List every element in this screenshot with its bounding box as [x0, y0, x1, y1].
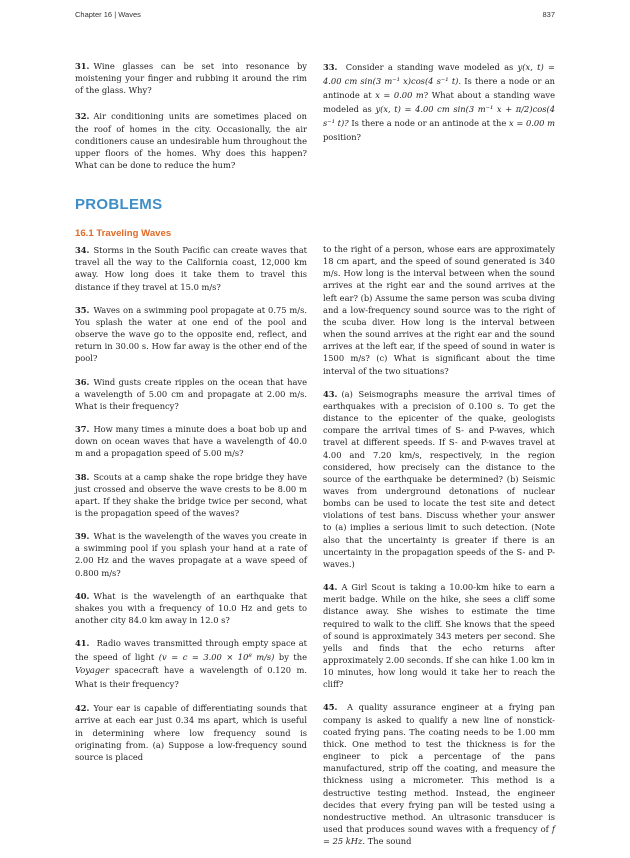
- problem-text: Waves on a swimming pool propagate at 0.75 m/s. You splash the water at one end of the pool and observe the wave go to the opposite end, reflect, and return in 30.00 s. How far away is the other end of the pool?: [75, 304, 307, 364]
- question-text: Is there a node or an antinode at: [323, 76, 555, 100]
- question-number: 33.: [323, 62, 338, 72]
- problem-text: The sound: [367, 836, 412, 847]
- problem-text: A quality assurance engineer at a frying pan company is asked to qualify a new line of nonstick-coated frying pans. The coating needs to be 1.00 mm thick. One method to test the thickness is for the engineer to pick a percentage of the pans manufactured, strip off the coating, and measure the thickness using a micrometer. This method is a destructive testing method. Instead, the engineer decides that every frying pan will be tested using a nondestructive method. An ultrasonic transducer is used that produces sound waves with a frequency of: [323, 702, 555, 835]
- question-text: position?: [323, 132, 361, 142]
- problem-36: [75, 376, 307, 412]
- problems-heading: PROBLEMS: [75, 196, 163, 213]
- equation: f = 25 kHz.: [323, 824, 555, 847]
- problem-text: Your ear is capable of differentiating sounds that arrive at each ear just 0.34 ms apart, which is useful in determining where low frequency sound is originating from. (a) Suppose a low-frequency sound source is placed: [75, 703, 307, 762]
- question-text: Air conditioning units are sometimes placed on the roof of homes in the city. Occasionally, the air conditioners cause an undesirable hum throughout the upper floors of the homes. Why does this happen? What can be done to reduce the hum?: [75, 111, 307, 171]
- equation: x = 0.00 m: [375, 90, 424, 100]
- problem-35: [75, 304, 307, 365]
- spacecraft-name: Voyager: [75, 665, 110, 676]
- problem-text: (a) Seismographs measure the arrival times of earthquakes with a precision of 0.100 s. To get the distance to the epicenter of the quake, geologists compare the arrival times of S- and P-waves, which travel at different speeds. If S- and P-waves travel at 4.00 and 7.20 km/s, respectively, in the region considered, how precisely can the distance to the source of the earthquake be determined? (b) Seismic waves from underground detonations of nuclear bombs can be used to locate the test site and detect violations of test bans. Discuss whether your answer to (a) implies a serious limit to such detection. (Note also that the uncertainty is greater if there is an uncertainty in the propagation speeds of the S- and P-waves.): [323, 388, 555, 569]
- problem-number: 41.: [75, 638, 90, 649]
- problem-45: [323, 701, 555, 847]
- problem-number: 45.: [323, 702, 338, 713]
- problem-41: [75, 637, 307, 691]
- problem-text: What is the wavelength of an earthquake that shakes you with a frequency of 10.0 Hz and gets to another city 84.0 km away in 12.0 s?: [75, 590, 307, 626]
- question-32: [75, 110, 307, 171]
- problem-text: Storms in the South Pacific can create waves that travel all the way to the California coast, 12,000 km away. How long does it take them to travel this distance if they travel at 15.0 m/s?: [75, 245, 307, 292]
- page-number: 837: [542, 10, 555, 19]
- problem-40: [75, 590, 307, 626]
- problem-34: [75, 244, 307, 293]
- problem-43: [323, 388, 555, 570]
- problem-text: spacecraft have a wavelength of 0.120 m. What is their frequency?: [75, 665, 308, 689]
- problem-text: A Girl Scout is taking a 10.00-km hike to earn a merit badge. While on the hike, she sees a cliff some distance away. She wishes to estimate the time required to walk to the cliff. She knows that the speed of sound is approximately 343 meters per second. She yells and finds that the echo returns after approximately 2.00 seconds. If she can hike 1.00 km in 10 minutes, how long would it take her to reach the cliff?: [323, 582, 555, 690]
- problem-text: Wind gusts create ripples on the ocean that have a wavelength of 5.00 cm and propagate at 2.00 m/s. What is their frequency?: [75, 376, 307, 411]
- problem-number: 34.: [75, 245, 90, 256]
- top-left-column: [75, 60, 307, 182]
- top-right-column: [323, 60, 555, 155]
- question-number: 31.: [75, 61, 90, 71]
- problem-text: Scouts at a camp shake the rope bridge they have just crossed and observe the wave crests to be 8.00 m apart. If they shake the bridge twice per second, what is the propagation speed of the waves?: [75, 471, 307, 518]
- problem-number: 38.: [75, 471, 90, 482]
- equation: (v = c = 3.00 × 10⁸ m/s): [158, 651, 275, 662]
- problem-number: 36.: [75, 376, 90, 387]
- question-33: [323, 60, 555, 144]
- problem-number: 35.: [75, 304, 90, 315]
- problem-text: Radio waves transmitted through empty space at the speed of light: [75, 638, 307, 662]
- problem-37: [75, 423, 307, 459]
- problem-38: [75, 471, 307, 520]
- problem-42: [75, 702, 307, 763]
- problems-left-column: [75, 228, 307, 774]
- problem-number: 42.: [75, 703, 90, 714]
- question-text: ? What about a standing wave modeled as: [323, 90, 556, 114]
- problem-42-continued: to the right of a person, whose ears are approximately 18 cm apart, and the speed of sound generated is 340 m/s. How long is the interval between when the sound arrives at the right ear and the sound arrives at the left ear? (b) Assume the same person was scuba diving and a low-frequency sound source was to the right of the scuba diver. How long is the interval between when the sound arrives at the right ear and the sound arrives at the left ear, if the speed of sound in water is 1500 m/s? (c) What is significant about the time interval of the two situations?: [323, 244, 555, 376]
- question-text: Is there a node or an antinode at the: [351, 118, 507, 128]
- problem-number: 39.: [75, 531, 90, 542]
- equation: y(x, t) = 4.00 cm sin(3 m⁻¹ x + π/2)cos(4 s⁻¹ t)?: [323, 104, 555, 128]
- question-number: 32.: [75, 111, 90, 122]
- problem-text: How many times a minute does a boat bob up and down on ocean waves that have a wavelength of 40.0 m and a propagation speed of 5.00 m/s?: [75, 424, 307, 459]
- question-text: Wine glasses can be set into resonance by moistening your finger and rubbing it around the rim of the glass. Why?: [75, 61, 307, 96]
- equation: y(x, t) = 4.00 cm sin(3 m⁻¹ x)cos(4 s⁻¹ t).: [323, 62, 555, 86]
- problem-number: 43.: [323, 388, 338, 399]
- question-text: Consider a standing wave modeled as: [345, 62, 514, 72]
- problem-number: 40.: [75, 590, 90, 601]
- problem-number: 44.: [323, 582, 338, 593]
- problem-number: 37.: [75, 424, 90, 435]
- problems-right-column: [323, 243, 555, 858]
- question-31: [75, 60, 307, 96]
- problem-44: [323, 581, 555, 690]
- problem-text: What is the wavelength of the waves you create in a swimming pool if you splash your hand at a rate of 2.00 Hz and the waves propagate at a wave speed of 0.800 m/s?: [75, 531, 307, 578]
- section-heading: 16.1 Traveling Waves: [75, 228, 172, 239]
- equation: x = 0.00 m: [508, 118, 556, 128]
- problem-text: by the: [278, 651, 308, 662]
- chapter-header: Chapter 16 | Waves: [75, 10, 141, 19]
- problem-39: [75, 530, 307, 579]
